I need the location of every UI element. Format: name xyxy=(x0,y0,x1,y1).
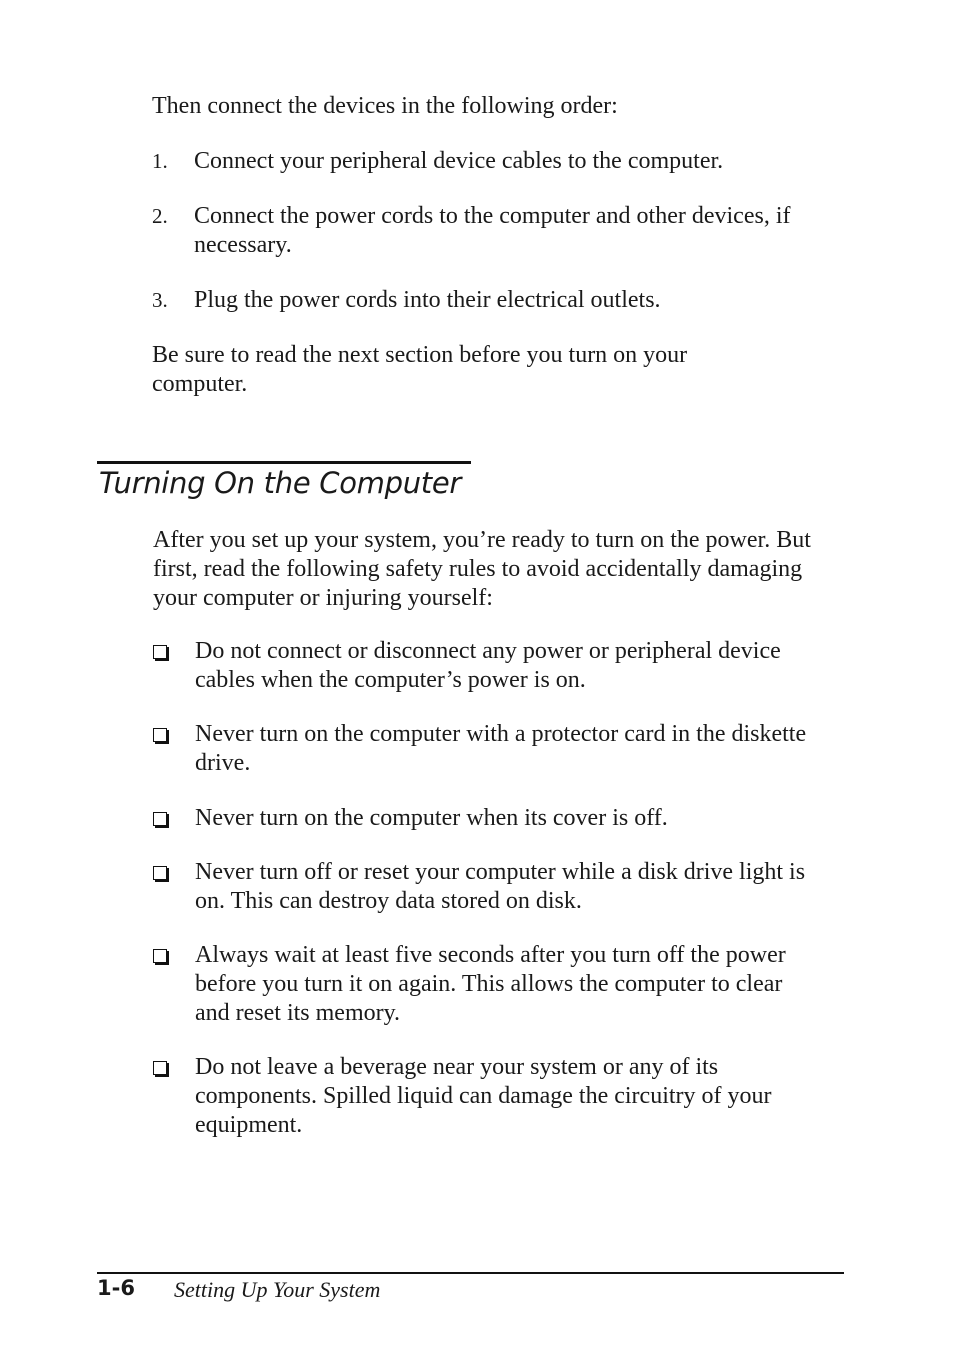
step-item xyxy=(152,202,842,260)
rule-text: Do not leave a beverage near your system or any of its components. Spilled liquid can damage the circuitry of your equipment. xyxy=(195,1054,772,1138)
checkbox-bullet-icon xyxy=(153,645,167,659)
rule-item xyxy=(152,941,792,1028)
checkbox-bullet-icon xyxy=(153,728,167,742)
checkbox-bullet-icon xyxy=(153,866,167,880)
checkbox-bullet-icon xyxy=(153,949,167,963)
step-item xyxy=(152,147,852,176)
page-number: 1-6 xyxy=(97,1276,135,1300)
rule-item xyxy=(152,858,812,916)
footer-rule xyxy=(97,1272,844,1274)
note-text: Be sure to read the next section before you turn on your computer. xyxy=(152,342,688,397)
rule-text: Never turn on the computer when its cover is off. xyxy=(195,805,668,831)
rule-text: Never turn on the computer with a protector card in the diskette drive. xyxy=(195,721,807,776)
rule-text: Always wait at least five seconds after you turn off the power before you turn it on again. This allows the computer to clear and reset its memory. xyxy=(195,942,786,1026)
step-number: 3. xyxy=(152,288,168,312)
checkbox-bullet-icon xyxy=(153,1061,167,1075)
rule-item xyxy=(152,637,792,695)
rule-item xyxy=(152,1053,802,1140)
step-item xyxy=(152,286,852,315)
rule-text: Do not connect or disconnect any power or peripheral device cables when the computer’s power is on. xyxy=(195,638,781,693)
rule-item xyxy=(152,804,832,833)
section-heading: Turning On the Computer xyxy=(99,466,462,500)
step-text: Connect the power cords to the computer and other devices, if necessary. xyxy=(194,203,791,258)
running-title: Setting Up Your System xyxy=(174,1277,381,1302)
step-number: 1. xyxy=(152,149,168,173)
intro-text: Then connect the devices in the following order: xyxy=(152,93,618,119)
step-number: 2. xyxy=(152,204,168,228)
step-text: Plug the power cords into their electrical outlets. xyxy=(194,287,661,313)
rule-text: Never turn off or reset your computer while a disk drive light is on. This can destroy data stored on disk. xyxy=(195,859,806,914)
rule-item xyxy=(152,720,812,778)
section-intro: After you set up your system, you’re ready to turn on the power. But first, read the following safety rules to avoid accidentally damaging your computer or injuring yourself: xyxy=(153,527,811,611)
checkbox-bullet-icon xyxy=(153,812,167,826)
step-text: Connect your peripheral device cables to the computer. xyxy=(194,148,724,174)
